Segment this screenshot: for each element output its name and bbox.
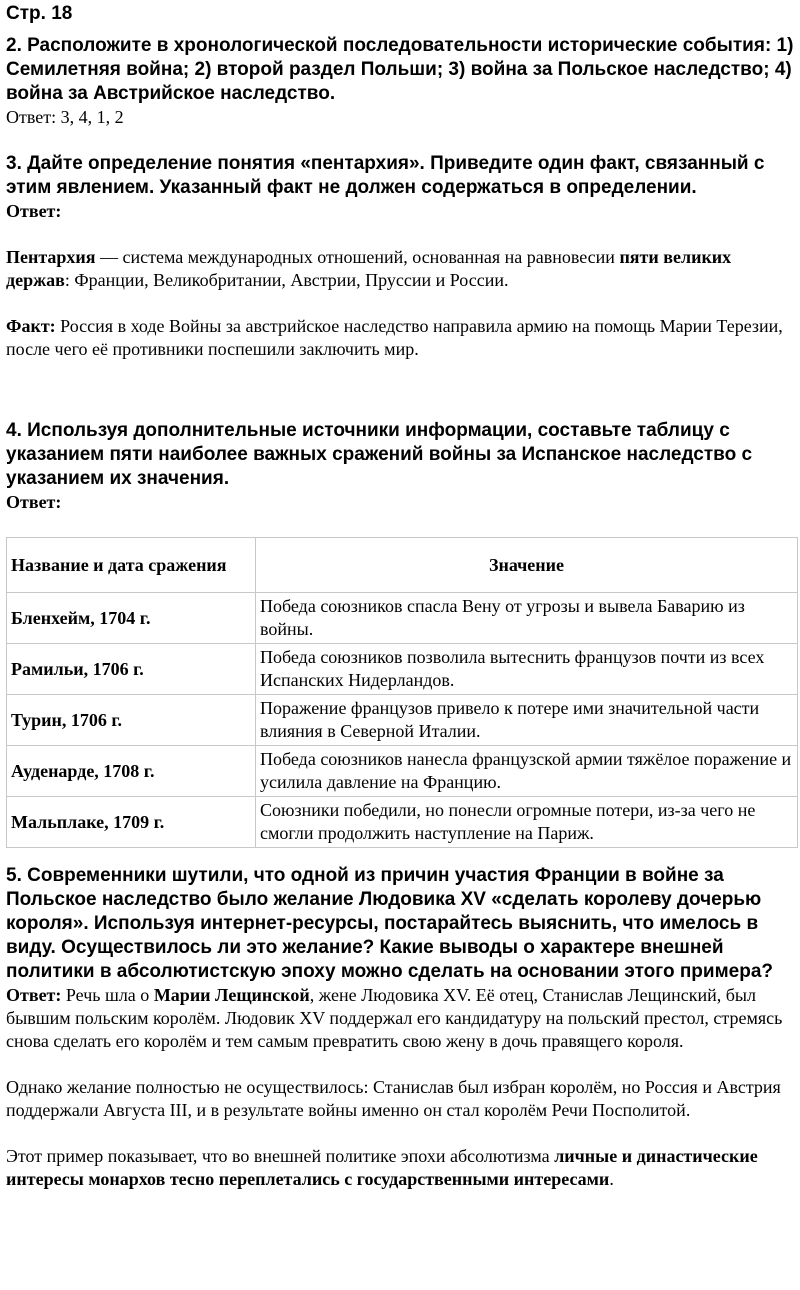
- question-2: 2. Расположите в хронологической последовательности исторические события: 1) Семилетняя война; 2) второй раздел Польши; 3) война за Польское наследство; 4) война за Австрийское наследство.: [6, 35, 794, 104]
- answer-5-paragraph-2: Однако желание полностью не осуществилось: Станислав был избран королём, но Россия и Австрия поддержали Августа III, и в результате войны именно он стал королём Речи Посполитой.: [6, 1077, 781, 1120]
- page-number: Стр. 18: [6, 3, 73, 24]
- answer-label-5: Ответ:: [6, 985, 62, 1005]
- question-4: 4. Используя дополнительные источники информации, составьте таблицу с указанием пяти наиболее важных сражений войны за Испанское наследство с указанием их значения.: [6, 420, 753, 489]
- table-row: [7, 593, 798, 644]
- p3-bold: личные и династические интересы монархов тесно переплетались с государственными интересами: [6, 1146, 758, 1189]
- answer-label-3: Ответ:: [6, 201, 62, 221]
- answer-5-paragraph-1: [6, 984, 794, 1053]
- battle-meaning: Союзники победили, но понесли огромные потери, из-за чего не смогли продолжить наступление на Париж.: [256, 797, 798, 848]
- definition-text-2: : Франции, Великобритании, Австрии, Пруссии и России.: [64, 270, 509, 290]
- question-5: 5. Современники шутили, что одной из причин участия Франции в войне за Польское наследство было желание Людовика XV «сделать королеву дочерью короля». Используя интернет-ресурсы, постарайтесь выяснить, что имелось в виду. Осуществилось ли это желание? Какие выводы о характере внешней политики в абсолютистскую эпоху можно сделать на основании этого примера?: [6, 865, 773, 982]
- battle-name: Ауденарде, 1708 г.: [7, 746, 256, 797]
- column-header-name: Название и дата сражения: [7, 538, 256, 593]
- table-header-row: [7, 538, 798, 593]
- fact-label: Факт:: [6, 316, 56, 336]
- battle-name: Рамильи, 1706 г.: [7, 644, 256, 695]
- battle-meaning: Победа союзников спасла Вену от угрозы и вывела Баварию из войны.: [256, 593, 798, 644]
- fact-text: Россия в ходе Войны за австрийское наследство направила армию на помощь Марии Терезии, после чего её противники поспешили заключить мир.: [6, 316, 783, 359]
- answer-5-paragraph-3: [6, 1145, 794, 1191]
- p1-bold: Марии Лещинской: [153, 985, 310, 1005]
- battle-name: Бленхейм, 1704 г.: [7, 593, 256, 644]
- answer-2: Ответ: 3, 4, 1, 2: [6, 107, 124, 127]
- table-row: [7, 746, 798, 797]
- battles-table: [6, 537, 798, 848]
- p1-text-1: Речь шла о: [61, 985, 154, 1005]
- pentarchy-definition: [6, 246, 794, 292]
- document-page: [0, 2, 800, 1191]
- battle-name: Мальплаке, 1709 г.: [7, 797, 256, 848]
- p3-text-1: Этот пример показывает, что во внешней политике эпохи абсолютизма: [6, 1146, 555, 1166]
- definition-bold: пяти великих держав: [6, 247, 732, 290]
- definition-text-1: — система международных отношений, основанная на равновесии: [95, 247, 620, 267]
- battle-meaning: Победа союзников нанесла французской армии тяжёлое поражение и усилила давление на Францию.: [256, 746, 798, 797]
- question-3: 3. Дайте определение понятия «пентархия». Приведите один факт, связанный с этим явлением. Указанный факт не должен содержаться в определении.: [6, 153, 765, 198]
- p1-text-2: , жене Людовика XV. Её отец, Станислав Лещинский, был бывшим польским королём. Людовик XV поддержал его кандидатуру на польский престол, стремясь снова сделать его королём и тем самым превратить свою жену в дочь правящего короля.: [6, 985, 783, 1051]
- battle-meaning: Победа союзников позволила вытеснить французов почти из всех Испанских Нидерландов.: [256, 644, 798, 695]
- battle-name: Турин, 1706 г.: [7, 695, 256, 746]
- table-row: [7, 695, 798, 746]
- pentarchy-fact: [6, 315, 794, 361]
- answer-label-4: Ответ:: [6, 492, 62, 512]
- definition-term: Пентархия: [6, 247, 96, 267]
- table-row: [7, 644, 798, 695]
- p3-text-2: .: [609, 1169, 614, 1189]
- table-row: [7, 797, 798, 848]
- column-header-meaning: Значение: [256, 538, 798, 593]
- battle-meaning: Поражение французов привело к потере ими значительной части влияния в Северной Италии.: [256, 695, 798, 746]
